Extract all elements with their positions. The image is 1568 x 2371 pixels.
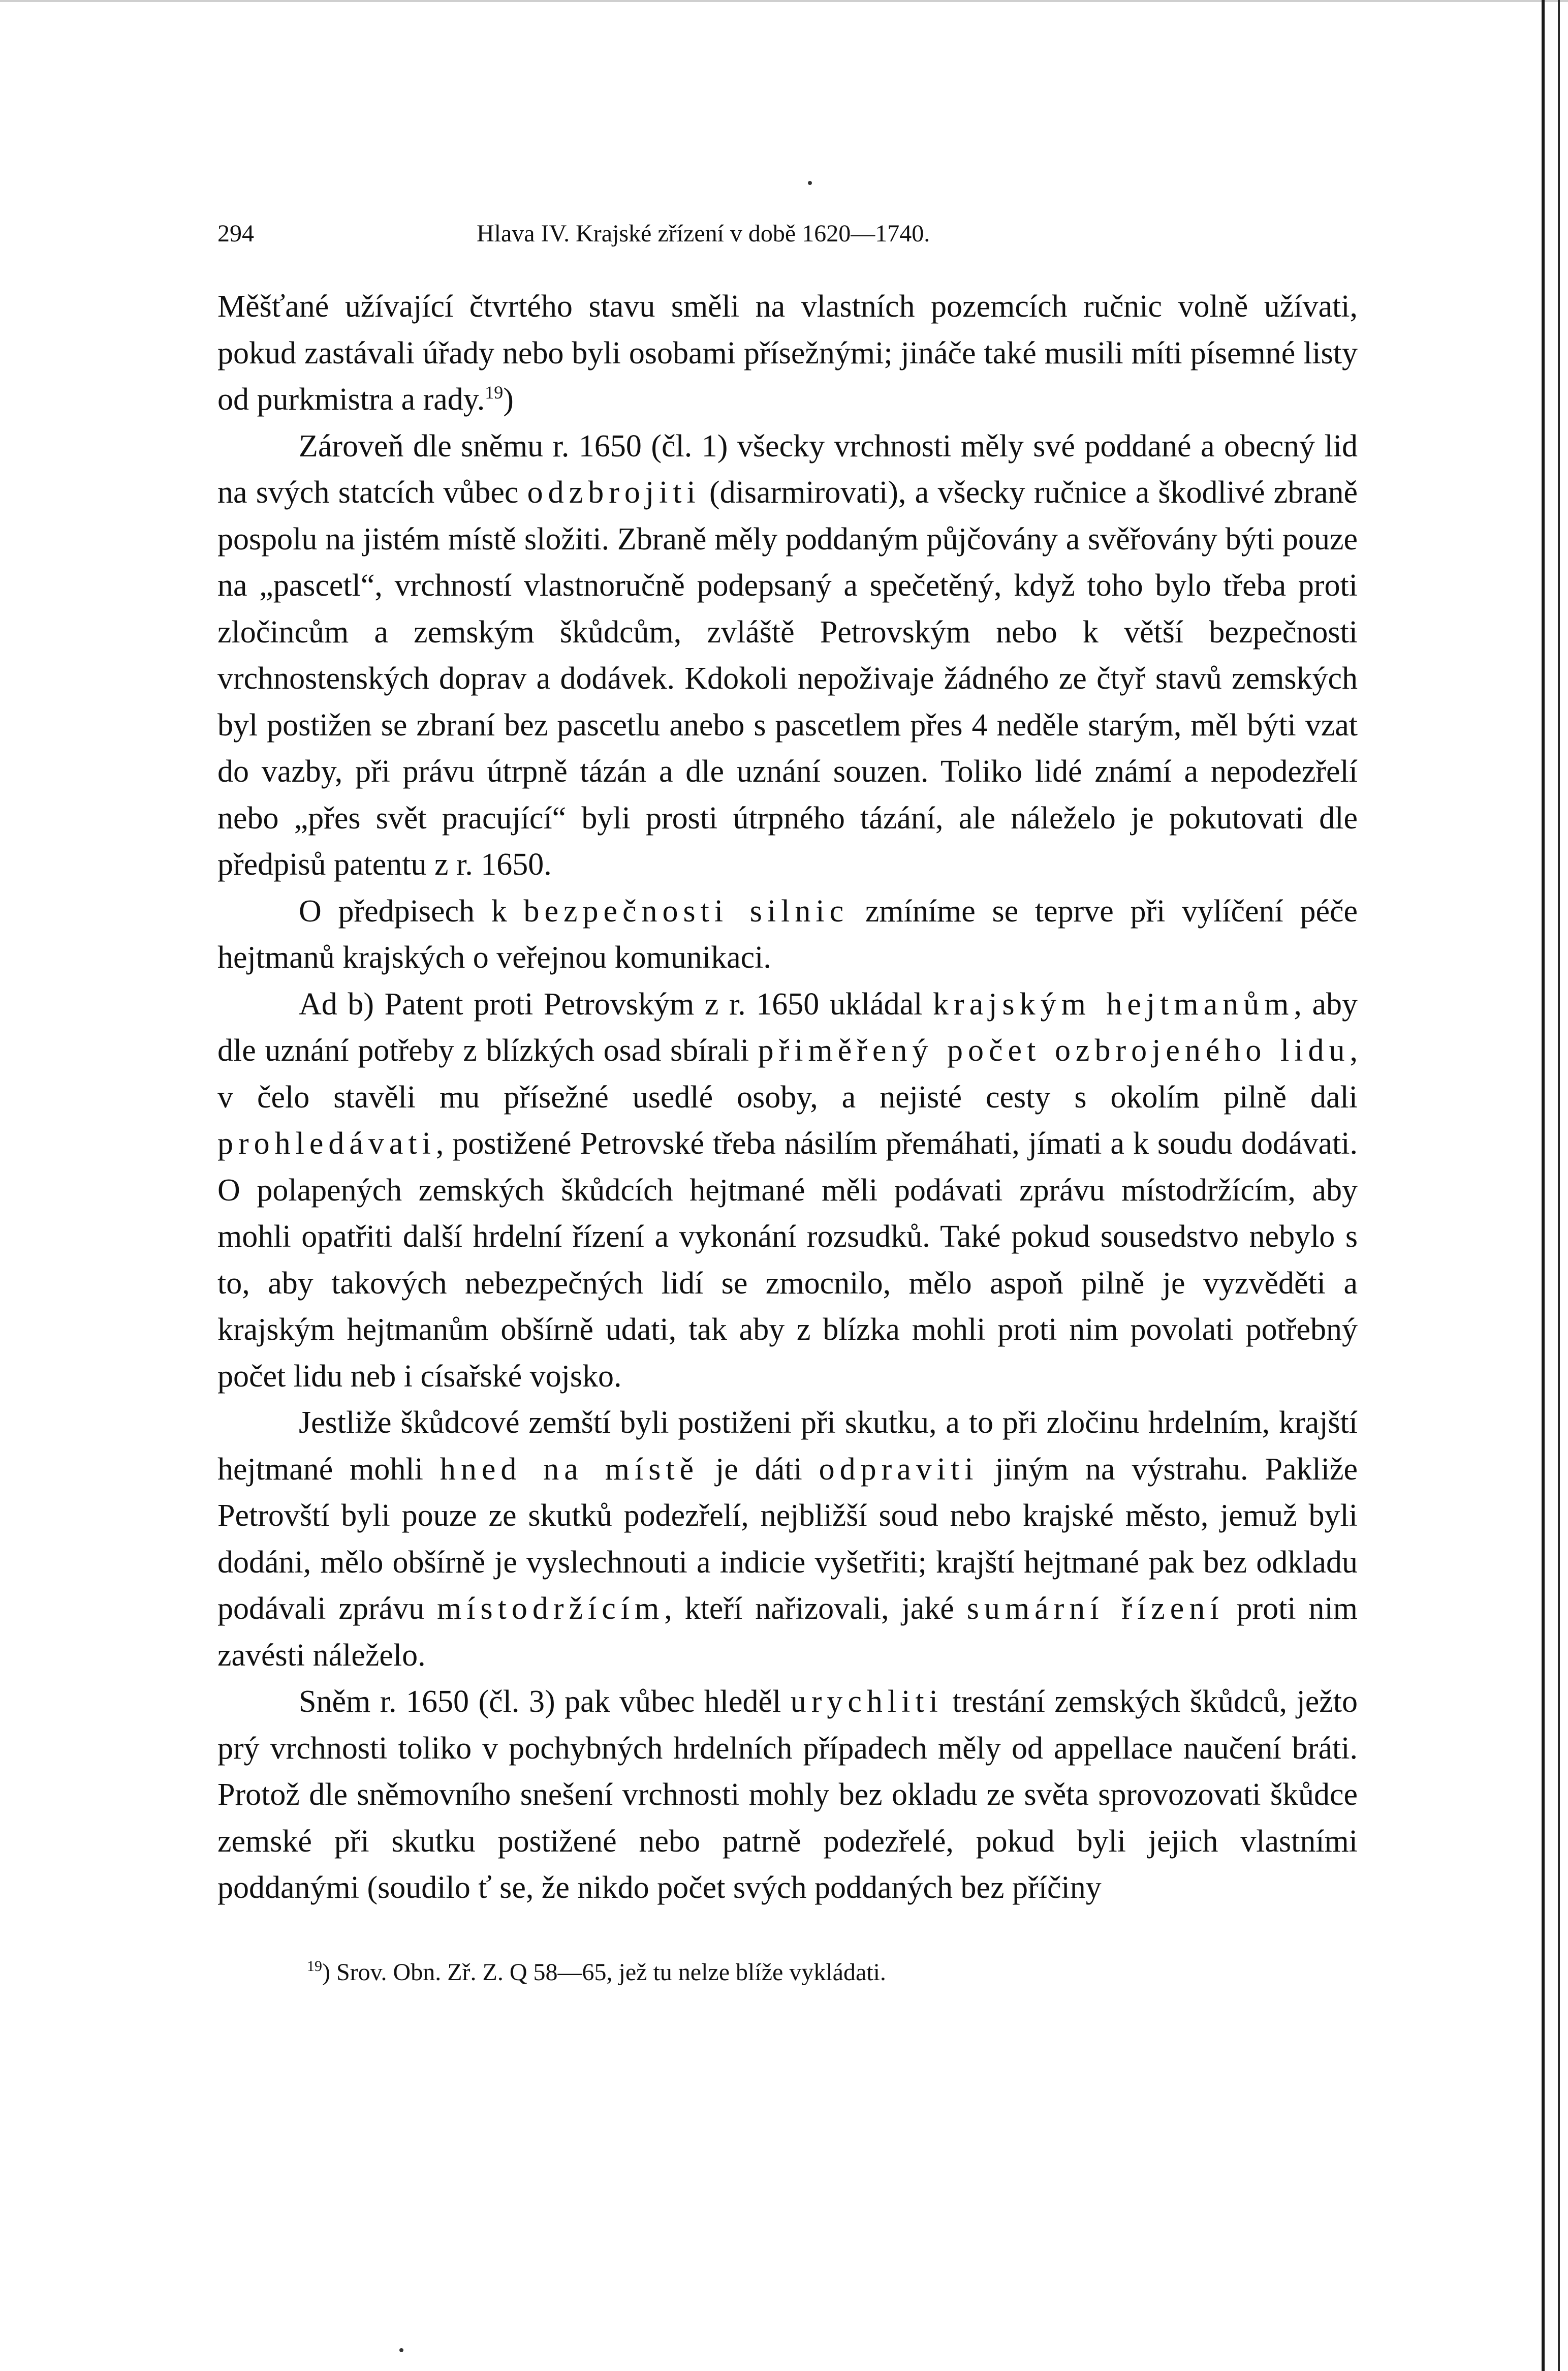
page-number: 294 — [217, 220, 254, 247]
paragraph — [217, 1679, 1358, 1912]
text-run: trestání zemských škůdců, ježto prý vrchnosti toliko v pochybných hrdelních případech měly od appellace naučení bráti. Protož dle sněmovního snešení vrchnosti mohly bez okladu ze světa sprovozovati škůdce zemské při skutku postižené nebo patrně podezřelé, pokud byli jejich vlastními poddanými (soudilo ť se, že nikdo počet svých poddaných bez příčiny — [217, 1684, 1358, 1905]
emphasis-spaced: odpraviti — [819, 1452, 979, 1487]
paragraph — [217, 284, 1358, 423]
paragraph — [217, 1400, 1358, 1679]
text-run: (disarmirovati), a všecky ručnice a škodlivé zbraně pospolu na jistém místě složiti. Zbraně měly poddaným půjčovány a svěřovány býti pouze na „pascetl“, vrchností vlastnoručně podepsaný a spečetěný, když toho bylo třeba proti zločincům a zemským škůdcům, zvláště Petrovským nebo k větší bezpečnosti vrchnostenských doprav a dodávek. Kdokoli nepoživaje žádného ze čtyř stavů zemských byl postižen se zbraní bez pascetlu anebo s pascetlem přes 4 neděle starým, měl býti vzat do vazby, při právu útrpně tázán a dle uznání souzen. Toliko lidé známí a nepodezřelí nebo „přes svět pracující“ byli prosti útrpného tázání, ale náleželo je pokutovati dle předpisů patentu z r. 1650. — [217, 475, 1358, 882]
footnote-marker: 19 — [307, 1957, 322, 1975]
page-header — [217, 213, 1358, 254]
emphasis-spaced: přiměřený počet ozbrojeného lidu — [758, 1033, 1350, 1068]
paragraph — [217, 981, 1358, 1400]
footnote-marker-close: ) — [322, 1958, 330, 1986]
text-run: , kteří nařizovali, jaké — [664, 1591, 967, 1626]
scan-edge-line — [1542, 0, 1545, 2371]
book-page — [217, 213, 1358, 1993]
emphasis-spaced: urychliti — [790, 1684, 943, 1719]
scan-edge-line — [1558, 0, 1560, 2371]
body-text — [217, 284, 1358, 1912]
text-run: Měšťané užívající čtvrtého stavu směli na vlastních pozemcích ručnic volně užívati, pokud zastávali úřady nebo byli osobami přísežnými; jináče také musili míti písemné listy od purkmistra a rady. — [217, 289, 1358, 417]
emphasis-spaced: prohledávati — [217, 1126, 436, 1161]
emphasis-spaced: hned na místě — [440, 1452, 699, 1487]
paragraph — [217, 888, 1358, 981]
scan-speck — [399, 2348, 403, 2352]
text-run: proti nim zavésti náleželo. — [217, 1591, 1358, 1673]
text-run: zmíníme se teprve při vylíčení péče hejtmanů krajských o veřejnou komunikaci. — [217, 894, 1358, 975]
text-run: Jestliže škůdcové zemští byli postiženi při skutku, a to při zločinu hrdelním, krajští hejtmané mohli — [217, 1405, 1358, 1487]
emphasis-spaced: bezpečnosti silnic — [523, 894, 849, 929]
text-run: Sněm r. 1650 (čl. 3) pak vůbec hleděl — [299, 1684, 791, 1719]
text-run: jiným na výstrahu. Pakliže Petrovští byli pouze ze skutků podezřelí, nejbližší soud nebo krajské město, jemuž byli dodáni, mělo obšírně je vyslechnouti a indicie vyšetřiti; krajští hejtmané pak bez odkladu podávali zprávu — [217, 1452, 1358, 1626]
footnote-ref: 19 — [485, 382, 504, 403]
emphasis-spaced: místodržícím — [437, 1591, 665, 1626]
footnote-text: Srov. Obn. Zř. Z. Q 58—65, jež tu nelze blíže vykládati. — [330, 1958, 886, 1986]
footnote — [217, 1952, 1358, 1993]
paragraph — [217, 423, 1358, 888]
footnote-separator — [217, 1912, 1358, 1952]
text-run: , aby dle uznání potřeby z blízkých osad sbírali — [217, 987, 1358, 1068]
text-run: Ad b) Patent proti Petrovským z r. 1650 ukládal — [299, 987, 933, 1022]
text-run: Zároveň dle sněmu r. 1650 (čl. 1) všecky vrchnosti měly své poddané a obecný lid na svých statcích vůbec — [217, 428, 1358, 510]
scan-top-edge — [0, 0, 1568, 2]
text-run: ) — [503, 382, 514, 417]
text-run: O předpisech k — [299, 894, 524, 929]
text-run: je dáti — [699, 1452, 819, 1487]
emphasis-spaced: odzbrojiti — [527, 475, 701, 510]
emphasis-spaced: sumární řízení — [966, 1591, 1224, 1626]
scan-right-edge — [1538, 0, 1568, 2371]
text-run: , postižené Petrovské třeba násilím přemáhati, jímati a k soudu dodávati. O polapených zemských škůdcích hejtmané měli podávati zprávu místodržícím, aby mohli opatřiti další hrdelní řízení a vykonání rozsudků. Také pokud sousedstvo nebylo s to, aby takových nebezpečných lidí se zmocnilo, mělo aspoň pilně je vyzvěděti a krajským hejtmanům obšírně udati, tak aby z blízka mohli proti nim povolati potřebný počet lidu neb i císařské vojsko. — [217, 1126, 1358, 1394]
text-run: , v čelo stavěli mu přísežné usedlé osoby, a nejisté cesty s okolím pilně dali — [217, 1033, 1358, 1115]
emphasis-spaced: krajským hejtmanům — [933, 987, 1294, 1022]
scan-speck — [808, 181, 812, 185]
running-head: Hlava IV. Krajské zřízení v době 1620—1740. — [477, 220, 930, 247]
